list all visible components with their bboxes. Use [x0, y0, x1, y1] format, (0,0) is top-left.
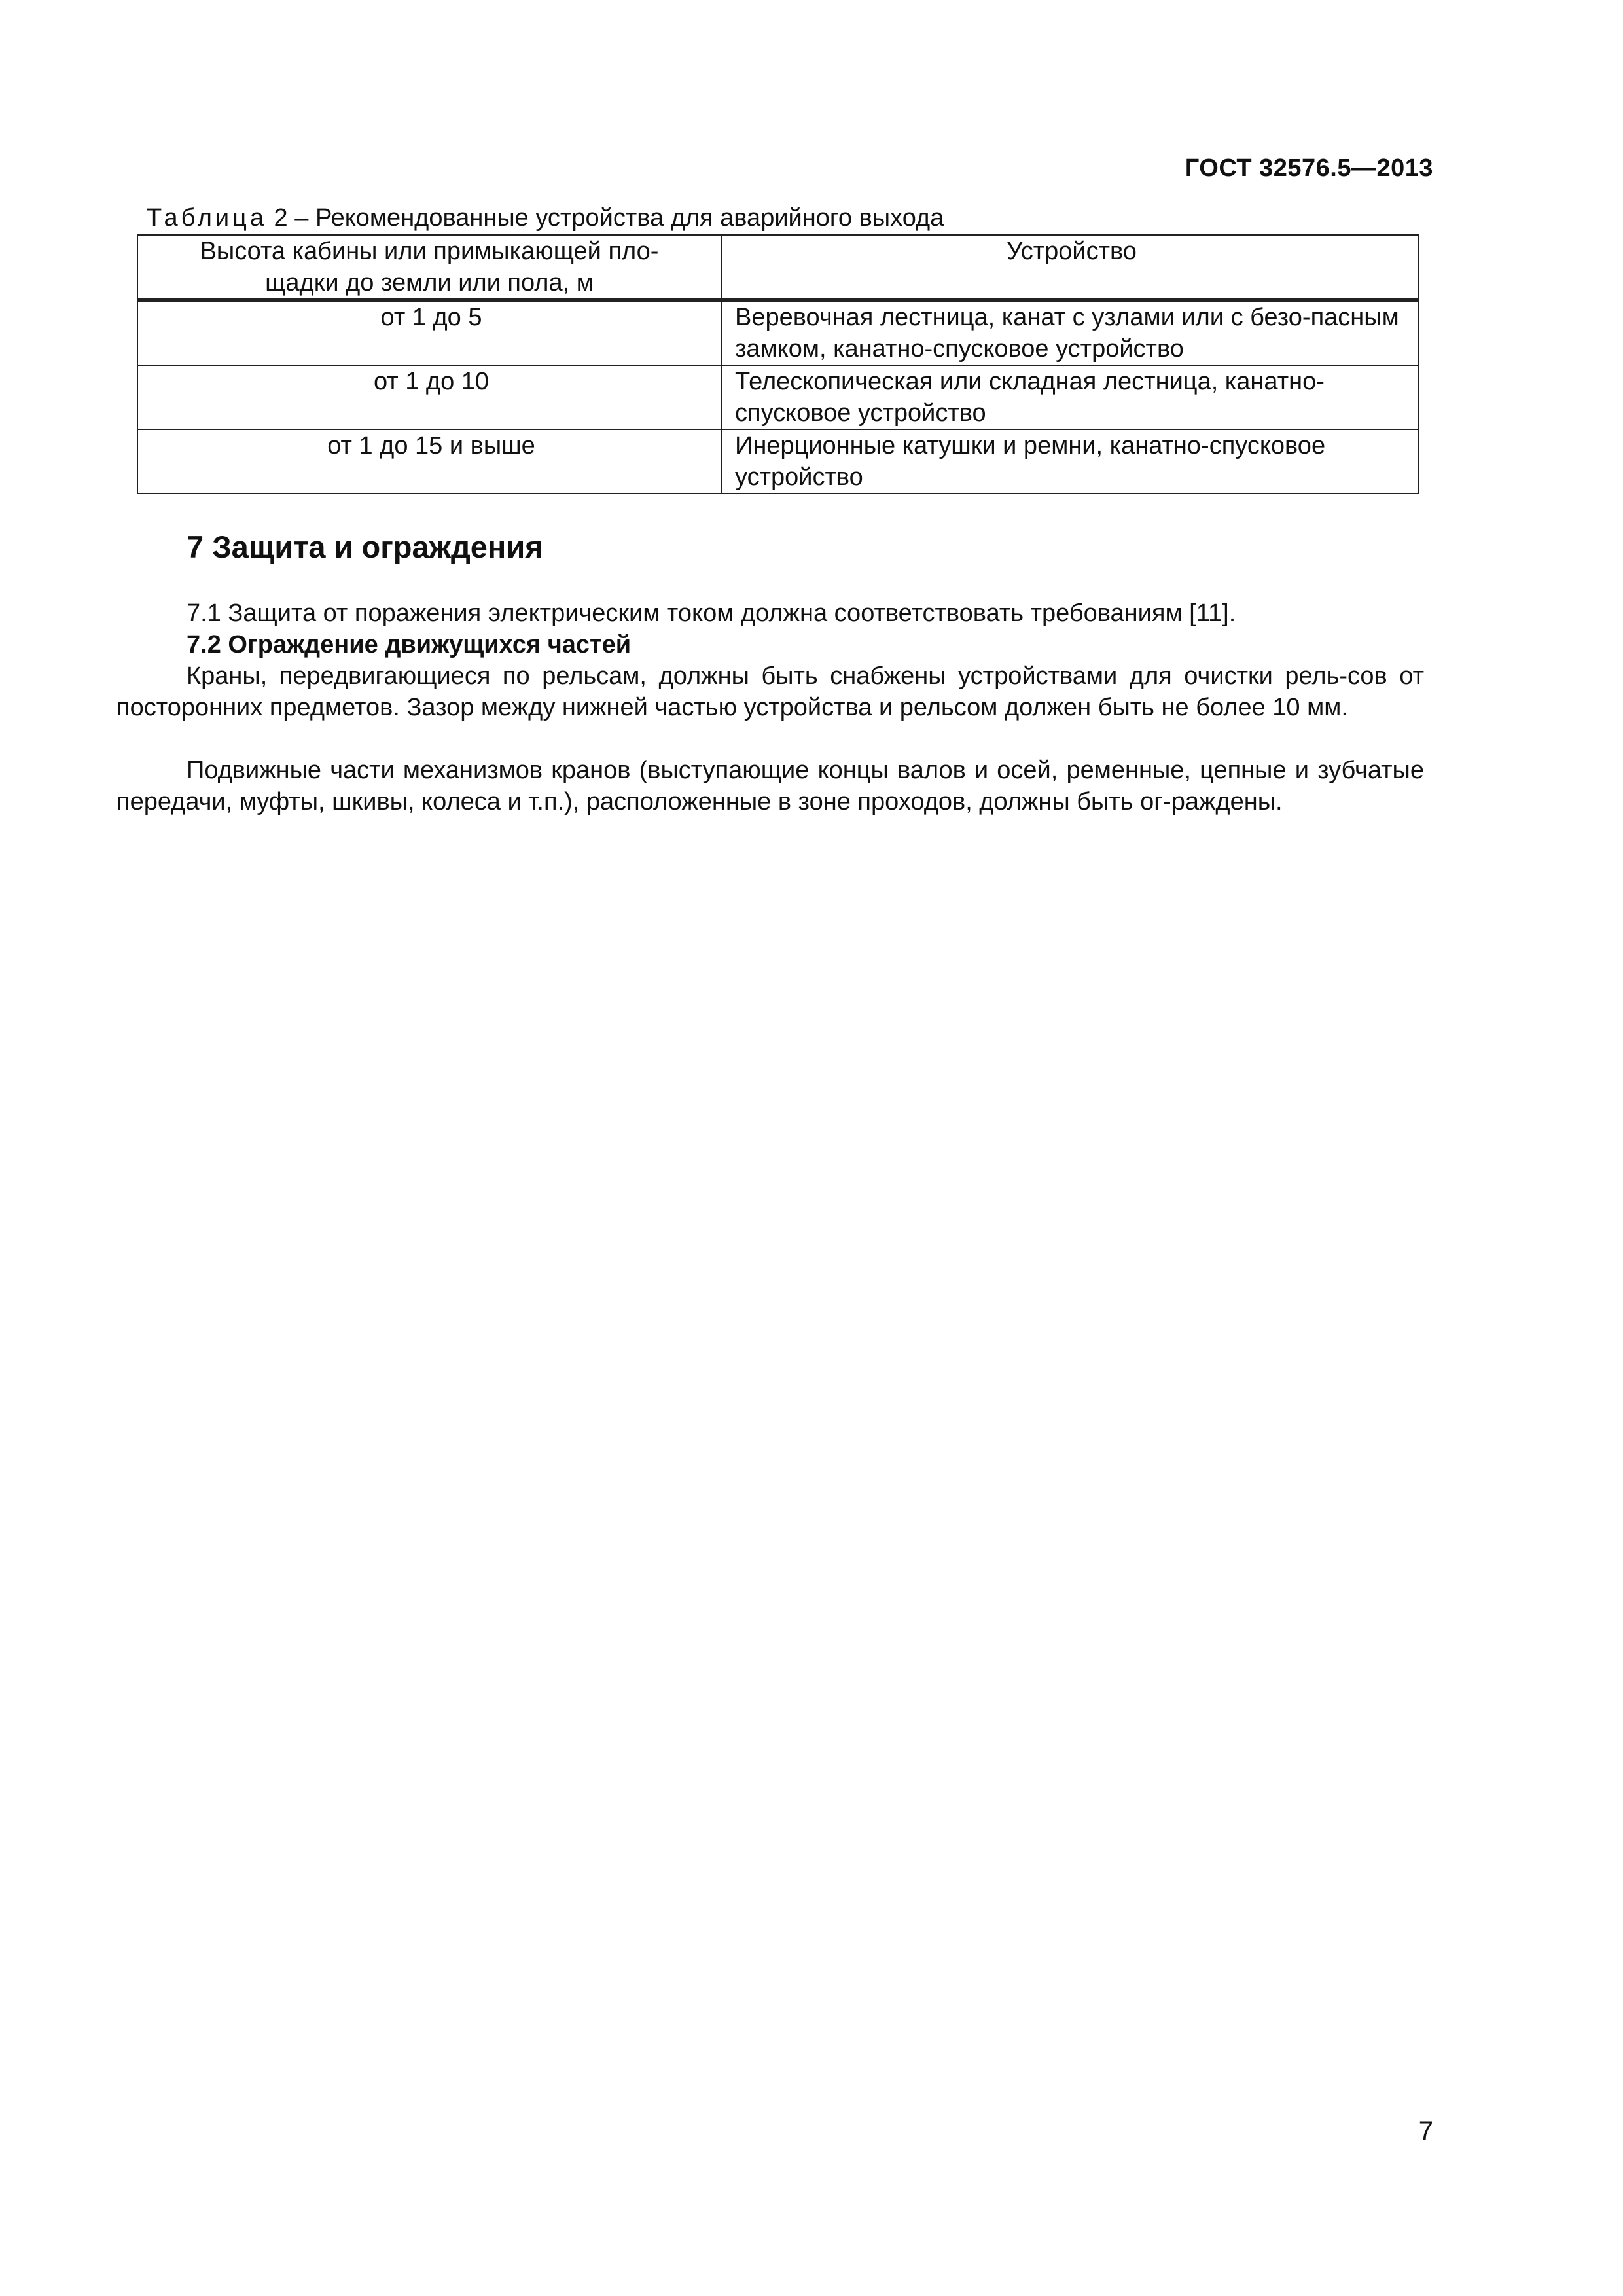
- column-header-height: Высота кабины или примыкающей пло-щадки до земли или пола, м: [137, 235, 721, 300]
- table-row: [137, 365, 1418, 429]
- page-number: 7: [1418, 2117, 1433, 2145]
- cell-device: Инерционные катушки и ремни, канатно-спусковое устройство: [721, 429, 1418, 493]
- cell-height: от 1 до 15 и выше: [137, 429, 721, 493]
- paragraph-moving-parts: Подвижные части механизмов кранов (выступающие концы валов и осей, ременные, цепные и зубчатые передачи, муфты, шкивы, колеса и т.п.), расположенные в зоне проходов, должны быть ог-раждены.: [116, 757, 1424, 816]
- column-header-device: Устройство: [721, 235, 1418, 300]
- table-row: [137, 429, 1418, 493]
- table-caption-word: Таблица: [147, 204, 267, 232]
- paragraph-7-1: 7.1 Защита от поражения электрическим током должна соответствовать требованиям [11].: [187, 600, 1236, 627]
- cell-device: Телескопическая или складная лестница, канатно-спусковое устройство: [721, 365, 1418, 429]
- table-header-row: [137, 235, 1418, 300]
- emergency-exit-devices-table: [137, 234, 1419, 494]
- subsection-heading-text: 7.2 Ограждение движущихся частей: [187, 631, 632, 658]
- table-row: [137, 300, 1418, 366]
- subsection-heading: [116, 629, 1424, 660]
- cell-height: от 1 до 5: [137, 300, 721, 366]
- section-heading: 7 Защита и ограждения: [187, 529, 543, 564]
- paragraph-rails: Краны, передвигающиеся по рельсам, должны быть снабжены устройствами для очистки рель-сов от посторонних предметов. Зазор между нижней частью устройства и рельсом должен быть не более 10 мм.: [116, 662, 1424, 721]
- cell-height: от 1 до 10: [137, 365, 721, 429]
- document-code: ГОСТ 32576.5—2013: [1185, 154, 1433, 182]
- table-caption: [147, 204, 944, 232]
- table-caption-text: 2 – Рекомендованные устройства для аварийного выхода: [267, 204, 944, 232]
- cell-device: Веревочная лестница, канат с узлами или с безо-пасным замком, канатно-спусковое устройство: [721, 300, 1418, 366]
